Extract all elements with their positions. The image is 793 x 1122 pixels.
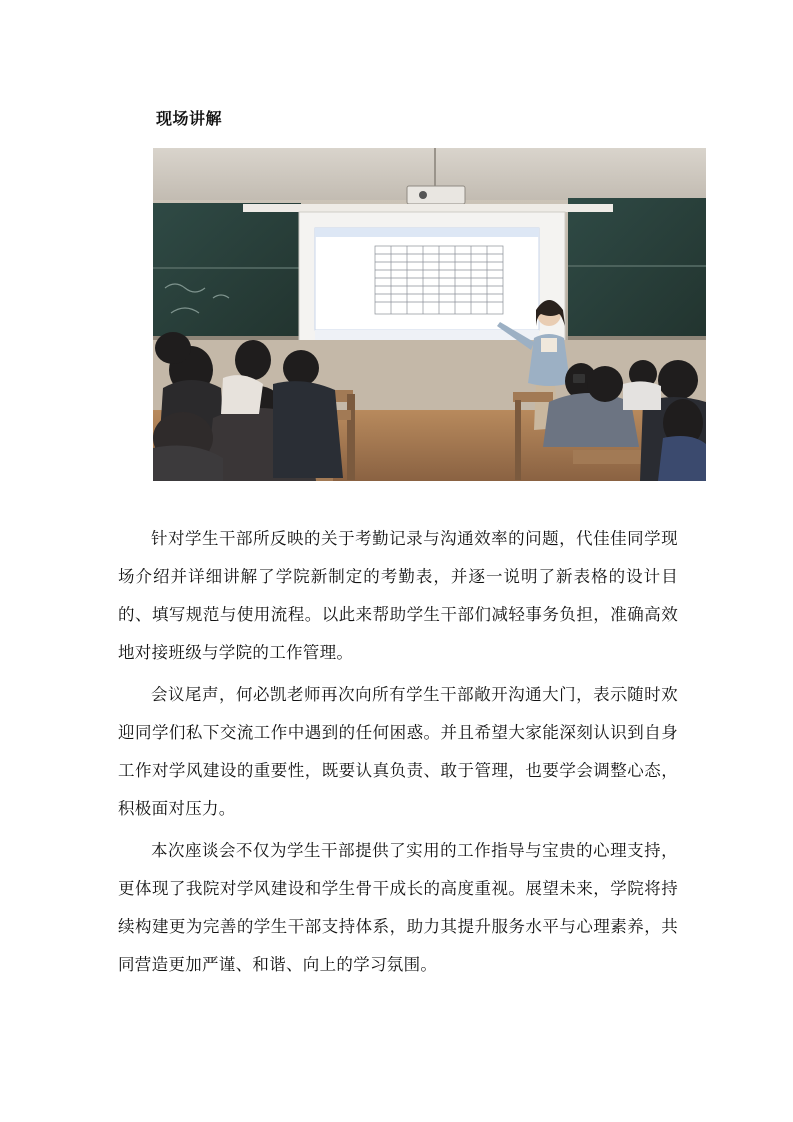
paragraph-summary: 本次座谈会不仅为学生干部提供了实用的工作指导与宝贵的心理支持，更体现了我院对学风建设和学生骨干成长的高度重视。展望未来，学院将持续构建更为完善的学生干部支持体系，助力其提升服务水平与心理素养，共同营造更加严谨、和谐、向上的学习氛围。 [118, 841, 678, 974]
section-heading: 现场讲解 [156, 109, 223, 128]
paragraph-attendance: 针对学生干部所反映的关于考勤记录与沟通效率的问题，代佳佳同学现场介绍并详细讲解了学院新制定的考勤表，并逐一说明了新表格的设计目的、填写规范与使用流程。以此来帮助学生干部们减轻事务负担，准确高效地对接班级与学院的工作管理。 [118, 529, 678, 662]
classroom-presentation-photo [153, 148, 706, 481]
paragraph-meeting-close: 会议尾声，何必凯老师再次向所有学生干部敞开沟通大门，表示随时欢迎同学们私下交流工作中遇到的任何困惑。并且希望大家能深刻认识到自身工作对学风建设的重要性，既要认真负责、敢于管理，也要学会调整心态，积极面对压力。 [118, 685, 678, 818]
article-body [118, 520, 678, 988]
